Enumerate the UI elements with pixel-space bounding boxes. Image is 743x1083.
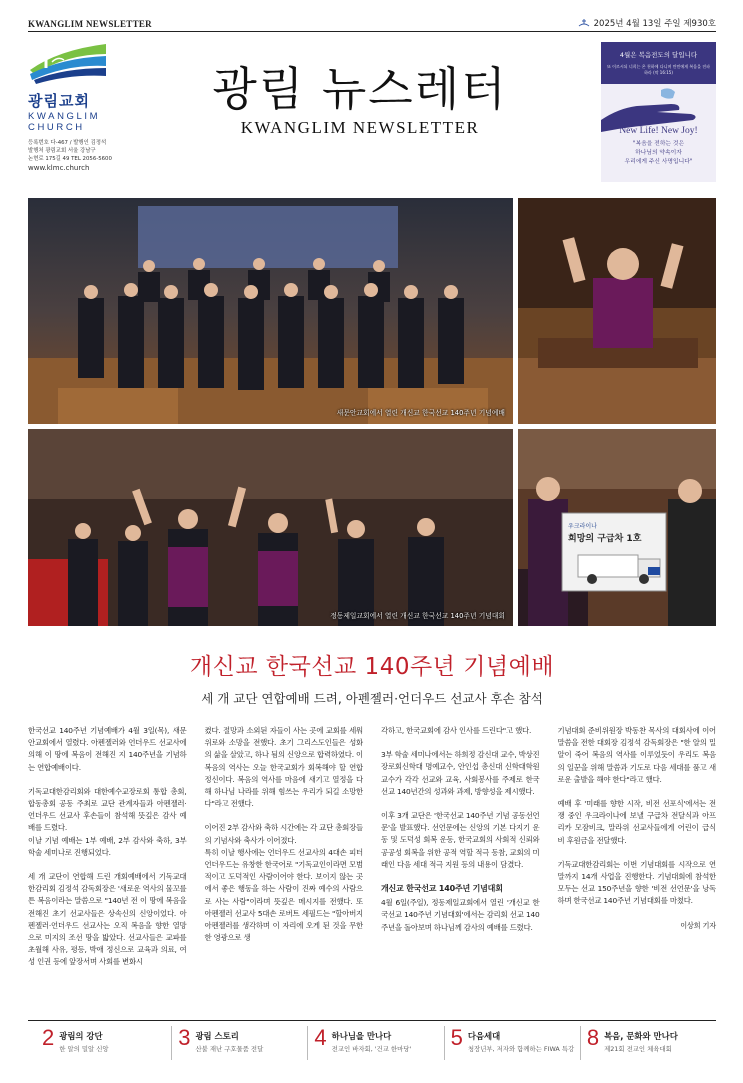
article-paragraph: 이어진 2부 감사와 축하 시간에는 각 교단 총회장들의 기념사와 축사가 이어졌다.	[204, 823, 363, 845]
index-subtitle: 산불 재난 구호물품 전달	[195, 1045, 264, 1053]
photo-worship-chungdong	[28, 429, 513, 626]
index-page-number: 4	[314, 1025, 327, 1050]
index-subtitle: 전교인 바자회, '건교 한마당'	[331, 1045, 412, 1053]
article-paragraph: 기념대회 준비위원장 박동찬 목사의 대회사에 이어 말씀을 전한 대회장 김정석 감독회장은 "한 알의 밀알이 죽어 복음의 역사를 이루었듯이 우리도 복음의 일꾼을 위해 말씀과 기도로 다음 세대를 품고 새로운 출발을 해야 한다"라고 했다.	[557, 726, 716, 784]
ambulance-sign-2: 희망의 구급차 1호	[568, 534, 642, 544]
church-logo-block	[28, 40, 138, 172]
index-title: 복음, 문화와 만나다	[604, 1031, 678, 1041]
ambulance-sign-1: 우크라이나	[568, 523, 597, 530]
article-column-3	[381, 725, 540, 1015]
index-page-number: 2	[42, 1025, 55, 1050]
index-subtitle: 한 알의 밀알 신앙	[59, 1045, 109, 1053]
top-bar	[28, 16, 716, 32]
article-paragraph: 4월 6일(주일), 정동제일교회에서 열린 '개신교 한국선교 140주년 기념대회'에서는 감리회 선교 140주년을 돌아보며 하나님께 감사의 예배를 드렸다.	[381, 898, 540, 932]
ad-verse	[601, 140, 716, 167]
article-paragraph: 이후 3개 교단은 '한국선교 140주년 기념 공동선언문'을 발표했다. 선언문에는 신앙의 기본 다지기 운동 및 도덕성 회복 운동, 한국교회의 사회적 신뢰와 공공성 회복을 위한 공적 역할 적극 동참, 교회의 미래인 다음 세대 적극 지원 등의 내용이 담겼다.	[381, 811, 540, 869]
ad-slogan: New Life! New Joy!	[619, 126, 698, 136]
church-address-1: 등록번호 다-467 / 발행인 김정석	[28, 140, 107, 146]
index-title: 광림의 강단	[59, 1031, 103, 1041]
index-subtitle: 제21회 전교인 체육대회	[604, 1045, 672, 1053]
church-name-en-1: KWANGLIM	[28, 111, 101, 122]
article-subheading: 개신교 한국선교 140주년 기념대회	[381, 884, 503, 894]
index-title: 하나님을 만나다	[331, 1031, 392, 1041]
ad-verse-1: "복음을 전하는 것은	[632, 141, 685, 147]
article-paragraph: 예배 후 '미래를 향한 시작, 비전 선포식'에서는 전쟁 중인 우크라이나에 보낼 구급차 전달식과 아프리카 모잠비크, 말라위 선교사들에게 어린이 급식비 후원금을 전달했다.	[557, 799, 716, 845]
index-item-page-8[interactable]	[580, 1026, 716, 1060]
article-paragraph: 이날 기념 예배는 1부 예배, 2부 감사와 축하, 3부 학술 세미나로 진행되었다.	[28, 835, 187, 857]
article-body	[28, 725, 716, 1015]
church-logo-icon	[28, 40, 108, 86]
masthead-title-en: KWANGLIM NEWSLETTER	[240, 118, 480, 137]
index-item-page-2[interactable]	[28, 1026, 171, 1060]
index-item-page-4[interactable]	[307, 1026, 443, 1060]
page-index	[28, 1020, 716, 1060]
church-name-en-2: CHURCH	[28, 122, 85, 133]
article-headline: 개신교 한국선교 140주년 기념예배	[189, 654, 555, 680]
article-paragraph: 한국선교 140주년 기념예배가 4월 3일(목), 새문안교회에서 열렸다. 아펜젤러와 언더우드 선교사에 의해 이 땅에 복음이 전해진 지 140주년을 기념하는 연합예배이다.	[28, 726, 187, 772]
article-paragraph: 3부 학술 세미나에서는 하희정 감신대 교수, 박상진 장로회신학대 명예교수, 안인섭 총신대 신학대학원 교수가 각각 선교와 교육, 사회봉사를 주제로 한국선교 140년간의 성과와 과제, 방향성을 제시했다.	[381, 750, 540, 796]
article-column-1	[28, 725, 187, 1015]
photo-pastor-pulpit	[518, 198, 716, 424]
article-subhead: 세 개 교단 연합예배 드려, 아펜젤러·언더우드 선교사 후손 참석	[201, 691, 543, 706]
church-website[interactable]: www.klmc.church	[28, 164, 90, 172]
ad-line1: 4월은 복음전도의 달입니다	[619, 51, 698, 59]
photo-pastor-pulpit-image	[518, 198, 716, 424]
masthead-title-kr: 광림 뉴스레터	[212, 62, 508, 116]
article-paragraph: 각하고, 한국교회에 감사 인사를 드린다"고 했다.	[381, 726, 532, 735]
photo-ambulance-presentation-image	[518, 429, 716, 626]
article-column-2	[205, 725, 364, 1015]
evangelism-ad	[601, 42, 716, 182]
church-address-2: 발행처 광림교회 서울 강남구	[28, 148, 96, 154]
ad-verse-3: 우리에게 주신 사명입니다"	[624, 159, 693, 165]
issue-info	[578, 17, 716, 29]
ad-verse-2: 하나님의 약속이자	[635, 150, 682, 156]
photo-group-saemunan-image	[28, 198, 513, 424]
issue-date: 2025년 4월 13일 주일 제930호	[593, 19, 716, 29]
photo-worship-chungdong-image	[28, 429, 513, 626]
article-paragraph: 세 개 교단이 연합해 드린 개회예배에서 기독교대한감리회 김정석 감독회장은 '새로운 역사의 물꼬를 튼 복음이라는 말씀으로 "140년 전 이 땅에 복음을 전해진 초기 선교사들은 상속신의 신앙이었다. 아펜젤러·언더우드 선교사는 오직 복음을 향한 열망으로 미지의 조선 땅을 밟았다. 선교사들은 교파를 초월해 사유, 평등, 박애 정신으로 교육과 의료, 여성 인권 등에 앞장서며 사회를 변화시	[28, 872, 187, 967]
index-item-page-5[interactable]	[444, 1026, 580, 1060]
index-page-number: 5	[450, 1025, 463, 1050]
photo-group-saemunan	[28, 198, 513, 424]
article-paragraph: 특히 이날 행사에는 언더우드 선교사의 4대손 피터 언더우드는 유창한 한국어로 "기독교인이라면 모범적이고 도덕적인 사람이어야 한다. 보이지 않는 곳에서 좋은 행동을 하는 사람이 진짜 예수의 사람으로 사는 사람"이라며 뜻깊은 메시지를 전했다. 또 아펜젤러 선교사 5대손 로버트 세필드는 "할아버지 아펜젤러를 생각하며 이 자리에 오게 된 것을 무한한 영광으로 생	[204, 847, 363, 943]
index-item-page-3[interactable]	[171, 1026, 307, 1060]
article-paragraph: 기독교대한감리회는 이번 기념대회를 시작으로 연말까지 14개 사업을 진행한다. 기념대회에 참석한 모두는 선교 150주년을 향한 '비전 선언문'을 낭독하며 한국선교 140주년 기념대회를 마쳤다.	[557, 859, 716, 906]
church-name-kr: 광림교회	[28, 92, 90, 110]
article-paragraph: 켰다. 절망과 소외된 자들이 사는 곳에 교회를 세워 위로와 소망을 전했다. 초기 그리스도인들은 성화의 삶을 살았고, 하나 됨의 신앙으로 합력하였다. 이 복음의 역사는 오늘 한국교회가 회복해야 할 연합 정신이다. 복음의 역사를 마음에 새기고 열정을 다해 하나님 나라를 위해 힘쓰는 우리가 되길 소망한다"라고 전했다.	[204, 726, 363, 809]
index-page-number: 3	[178, 1025, 191, 1050]
masthead	[160, 58, 560, 138]
article-byline: 이상희 기자	[680, 920, 716, 930]
index-subtitle: 청장년부, 저자와 함께하는 FIWA 특강	[467, 1045, 575, 1053]
photo-caption-chungdong: 정동제일교회에서 열린 개신교 한국선교 140주년 기념대회	[330, 612, 505, 620]
index-title: 다음세대	[467, 1031, 501, 1041]
newsletter-name: KWANGLIM NEWSLETTER	[28, 19, 152, 29]
ad-header	[601, 42, 716, 84]
church-mini-icon	[578, 18, 590, 28]
index-page-number: 8	[586, 1025, 600, 1050]
photo-caption-saemunan: 새문안교회에서 열린 개신교 한국선교 140주년 기념예배	[336, 409, 505, 417]
church-address-3: 논현로 175길 49 TEL 2056-5600	[28, 156, 112, 162]
ad-line2: 또 이르시되 너희는 온 천하에 다니며 만민에게 복음을 전파하라 (막 16:15)	[607, 64, 710, 75]
photo-ambulance-presentation	[518, 429, 716, 626]
article-column-4	[558, 725, 717, 1015]
article-paragraph: 기독교대한감리회와 대한예수교장로회 통합 총회, 합동총회 공동 주최로 교단 관계자들과 아펜젤러·언더우드 선교사 후손들이 참석해 뜻깊은 감사 예배를 드렸다.	[28, 786, 187, 833]
index-title: 광림 스토리	[195, 1031, 239, 1041]
